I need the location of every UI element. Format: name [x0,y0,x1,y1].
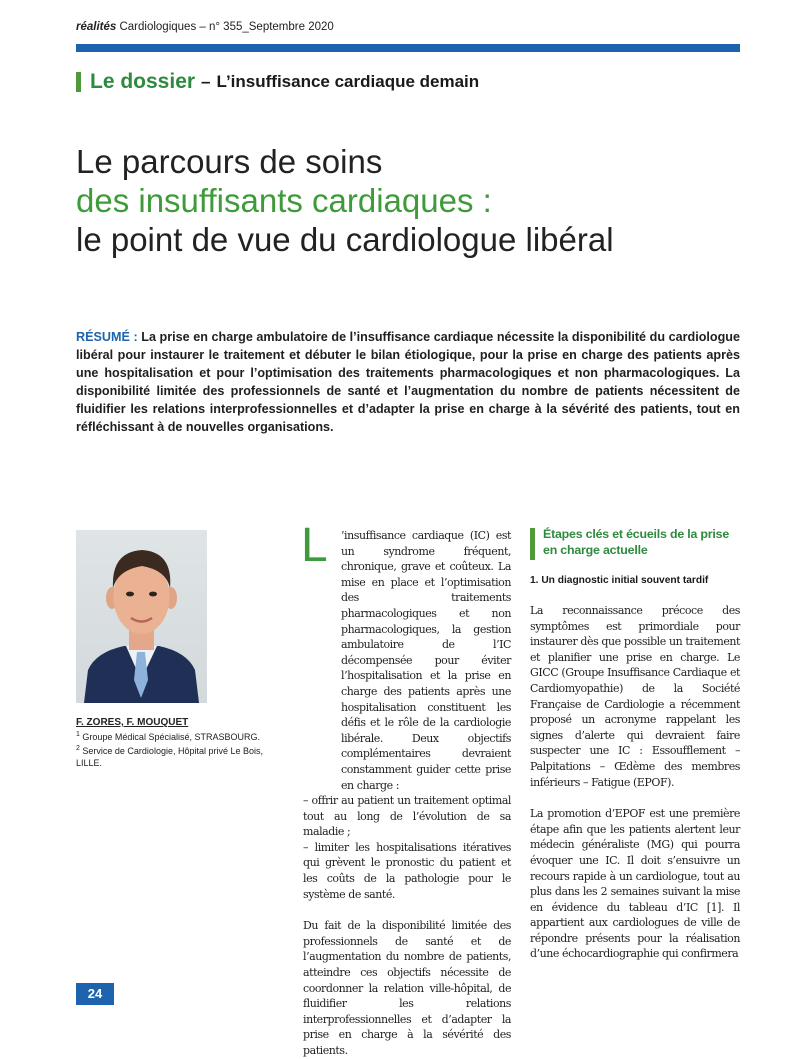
affiliation-1-number: 1 [76,730,80,738]
summary-text: La prise en charge ambulatoire de l’insuffisance cardiaque nécessite la disponibilité du cardiologue libéral pour instaurer le traitement et débuter le bilan étiologique, pour la prise en charge des patients après une hospitalisation et pour l’optimisation des traitements pharmacologiques et non pharmacologiques. La disponibilité limitée des professionnels de santé et l’augmentation du nombre de patients nécessitent de fluidifier les relations interprofessionnelles et d’adapter la prise en charge à la sévérité des patients, tout en réfléchissant à de nouvelles organisations. [76,330,740,434]
author-info [76,717,276,769]
page-number: 24 [76,983,114,1005]
journal-brand: réalités [76,21,117,33]
title-line-1: Le parcours de soins [76,143,383,180]
affiliation-2-text: Service de Cardiologie, Hôpital privé Le Bois, LILLE. [76,746,263,768]
affiliation-1-text: Groupe Médical Spécialisé, STRASBOURG. [79,731,260,742]
paragraph: ’insuffisance cardiaque (IC) est un syndrome fréquent, chronique, grave et coûteux. La mise en place et l’optimisation des traitements pharmacologiques et non pharmacologiques, la gestion ambulatoire de l’IC décompensée pour éviter l’hospitalisation et la prise en charge des patients après une hospitalisation constituent les défis et le rôle de la cardiologie libérale. Deux objectifs complémentaires devraient constamment guider cette prise en charge : [341,529,511,792]
title-line-2: des insuffisants cardiaques : [76,182,492,219]
subheading: 1. Un diagnostic initial souvent tardif [530,575,709,586]
heading-bar [530,528,535,560]
header-rule [76,44,740,52]
section-heading-text: Étapes clés et écueils de la prise en charge actuelle [543,527,730,557]
issue-info: Cardiologiques – n° 355_Septembre 2020 [116,21,334,33]
summary [76,328,740,436]
affiliation-2 [76,743,276,769]
paragraph: Du fait de la disponibilité limitée des professionnels de santé et de l’augmentation du nombre de patients, atteindre ces objectifs nécessite de coordonner la relation ville-hôpital, de fluidifier les relations interprofessionnelles et d’adapter la prise en charge à la sévérité des patients. [303,919,511,1057]
bullet-item: – limiter les hospitalisations itératives qui grèvent le pronostic du patient et les coûts de la pathologie pour le système de santé. [303,840,511,901]
article-title [76,142,740,259]
summary-label: RÉSUMÉ : [76,330,138,344]
section-dash: – [201,72,211,91]
paragraph: La reconnaissance précoce des symptômes est primordiale pour instaurer dès que possible un traitement et planifier une prise en charge. Le GICC (Groupe Insuffisance Cardiaque et Cardiomyopathie) de la Société Française de Cardiologie a récemment proposé un acronyme rappelant les signes d’alerte qui devraient faire suspecter une IC : Essoufflement – Palpitations – Œdème des membres inférieurs – Fatigue (EPOF). [530,604,740,789]
section-bar [76,72,81,92]
paragraph: La promotion d’EPOF est une première étape afin que les patients alertent leur médecin généraliste (MG) qui pourra évoquer une IC. Il doit s’ensuivre un recours rapide à un cardiologue, tout au plus dans les 2 semaines suivant la mise en évidence du tableau d’IC [1]. Il appartient aux cardiologues de ville de répondre présents pour la réalisation d’une échocardiographie qui confirmera [530,807,740,961]
drop-cap: L [301,519,328,572]
affiliation-2-number: 2 [76,745,80,752]
section-label: Le dossier [90,70,196,93]
bullet-item: – offrir au patient un traitement optimal tout au long de l’évolution de sa maladie ; [303,794,511,839]
running-header [76,21,334,33]
affiliation-1 [76,729,276,744]
section-heading [530,526,740,560]
title-line-3: le point de vue du cardiologue libéral [76,221,614,258]
section-topic: L’insuffisance cardiaque demain [216,72,480,91]
author-names: F. ZORES, F. MOUQUET [76,717,189,728]
section-kicker [76,70,479,94]
author-photo [76,530,207,703]
body-column-right [530,603,740,962]
body-column-middle [301,519,511,1059]
